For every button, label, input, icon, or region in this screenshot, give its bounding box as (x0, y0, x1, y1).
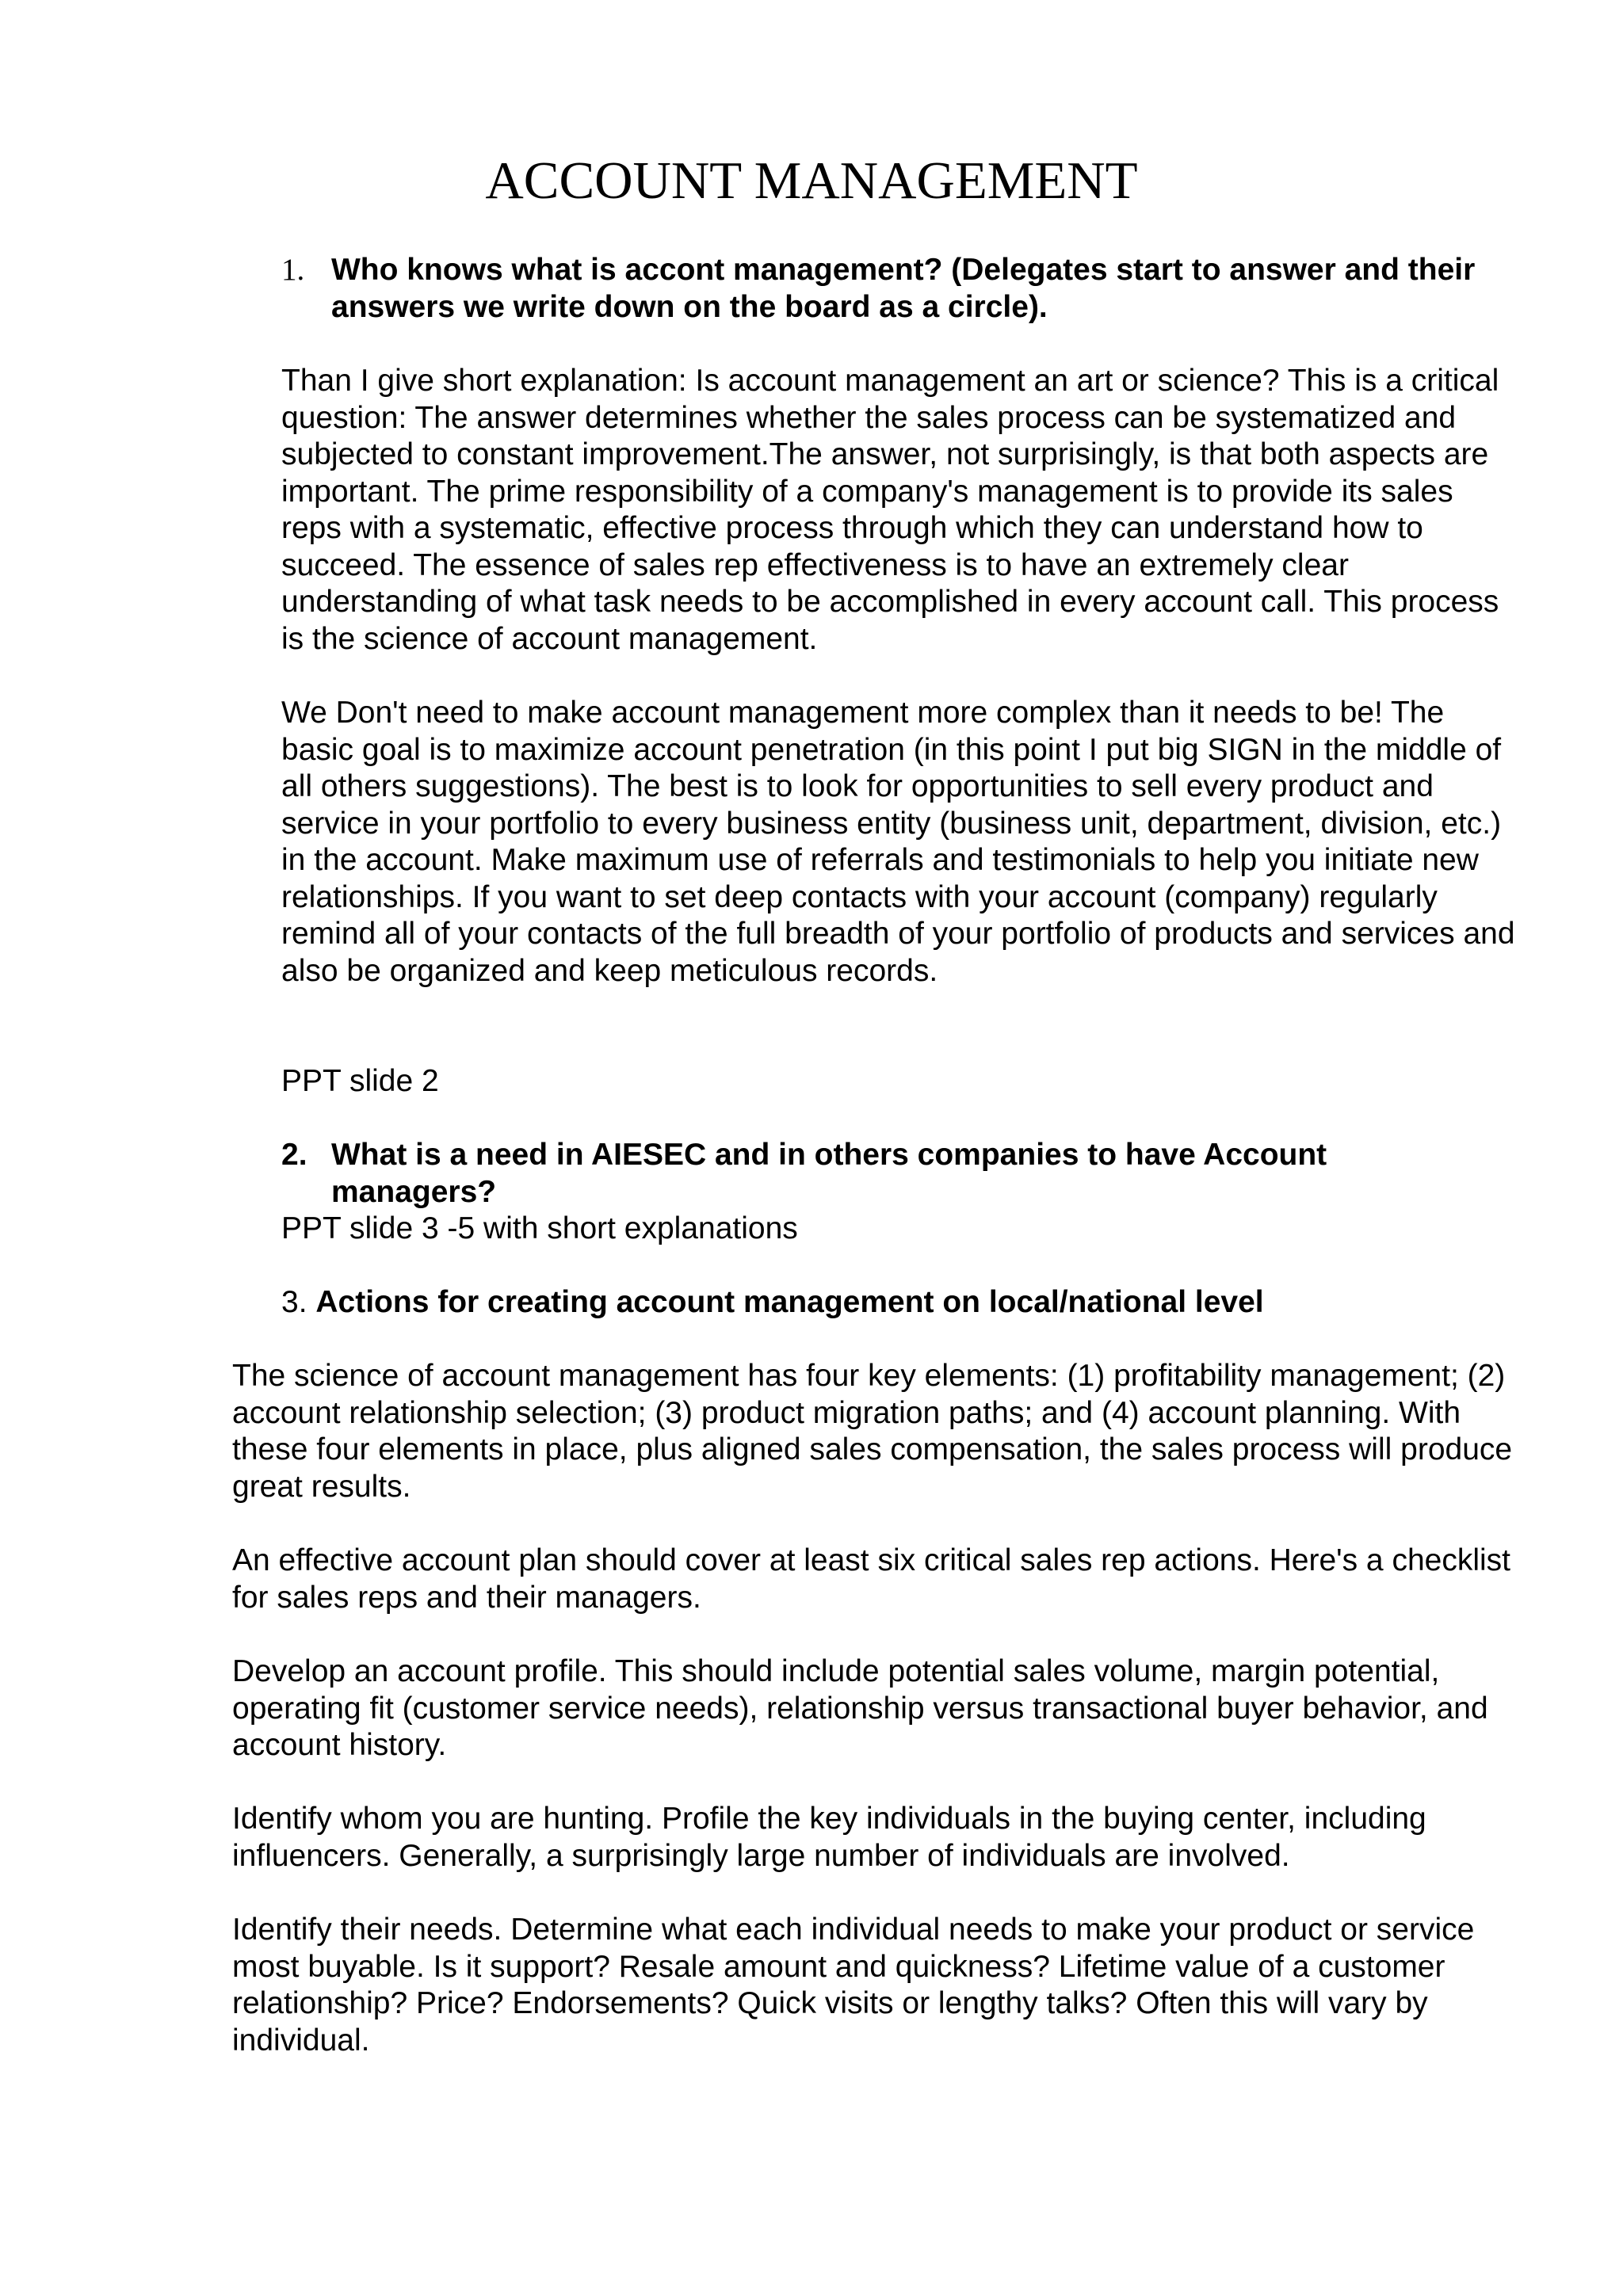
section-3-paragraph-4: Identify whom you are hunting. Profile the key individuals in the buying center, including influencers. Generally, a surprisingly large number of individuals are involved. (232, 1802, 1426, 1873)
section-3-paragraph-5: Identify their needs. Determine what each individual needs to make your product or service most buyable. Is it support? Resale amount and quickness? Lifetime value of a customer relationship? Price? Endorsements? Quick visits or lengthy talks? Often this will vary by individual. (232, 1913, 1475, 2058)
section-3-paragraph-1: The science of account management has four key elements: (1) profitability management; (2) account relationship selection; (3) product migration paths; and (4) account planning. With these four elements in place, plus aligned sales compensation, the sales process will produce great results. (232, 1359, 1513, 1504)
section-3-paragraph-2: An effective account plan should cover at least six critical sales rep actions. Here's a checklist for sales reps and their managers. (232, 1543, 1510, 1615)
section-1-question: Who knows what is accont management? (Delegates start to answer and their answers we write down on the board as a circle). (331, 253, 1476, 324)
section-1-paragraph-1: Than I give short explanation: Is account management an art or science? This is a critical question: The answer determines whether the sales process can be systematized and subjected to constant improvement.The answer, not surprisingly, is that both aspects are important. The prime responsibility of a company's management is to provide its sales reps with a systematic, effective process through which they can understand how to succeed. The essence of sales rep effectiveness is to have an extremely clear understanding of what task needs to be accomplished in every account call. This process is the science of account management. (281, 364, 1499, 656)
section-3-number: 3. (281, 1285, 307, 1319)
section-1-number: 1. (281, 253, 305, 287)
section-3-heading: Actions for creating account management on local/national level (315, 1285, 1264, 1319)
section-3-heading-line (281, 1284, 1518, 1322)
section-1-ppt-note: PPT slide 2 (281, 1064, 439, 1098)
section-2-question: What is a need in AIESEC and in others companies to have Account managers? (331, 1138, 1327, 1209)
section-3-paragraph-3: Develop an account profile. This should include potential sales volume, margin potential, operating fit (customer service needs), relationship versus transactional buyer behavior, and account history. (232, 1654, 1488, 1762)
section-1-paragraph-2: We Don't need to make account management more complex than it needs to be! The basic goal is to maximize account penetration (in this point I put big SIGN in the middle of all others suggestions). The best is to look for opportunities to sell every product and service in your portfolio to every business entity (business unit, department, division, etc.) in the account. Make maximum use of referrals and testimonials to help you initiate new relationships. If you want to set deep contacts with your account (company) regularly remind all of your contacts of the full breadth of your portfolio of products and services and also be organized and keep meticulous records. (281, 696, 1515, 988)
page-title: ACCOUNT MANAGEMENT (485, 151, 1138, 210)
section-2-number: 2. (281, 1138, 307, 1172)
section-2-ppt-note: PPT slide 3 -5 with short explanations (281, 1211, 798, 1245)
